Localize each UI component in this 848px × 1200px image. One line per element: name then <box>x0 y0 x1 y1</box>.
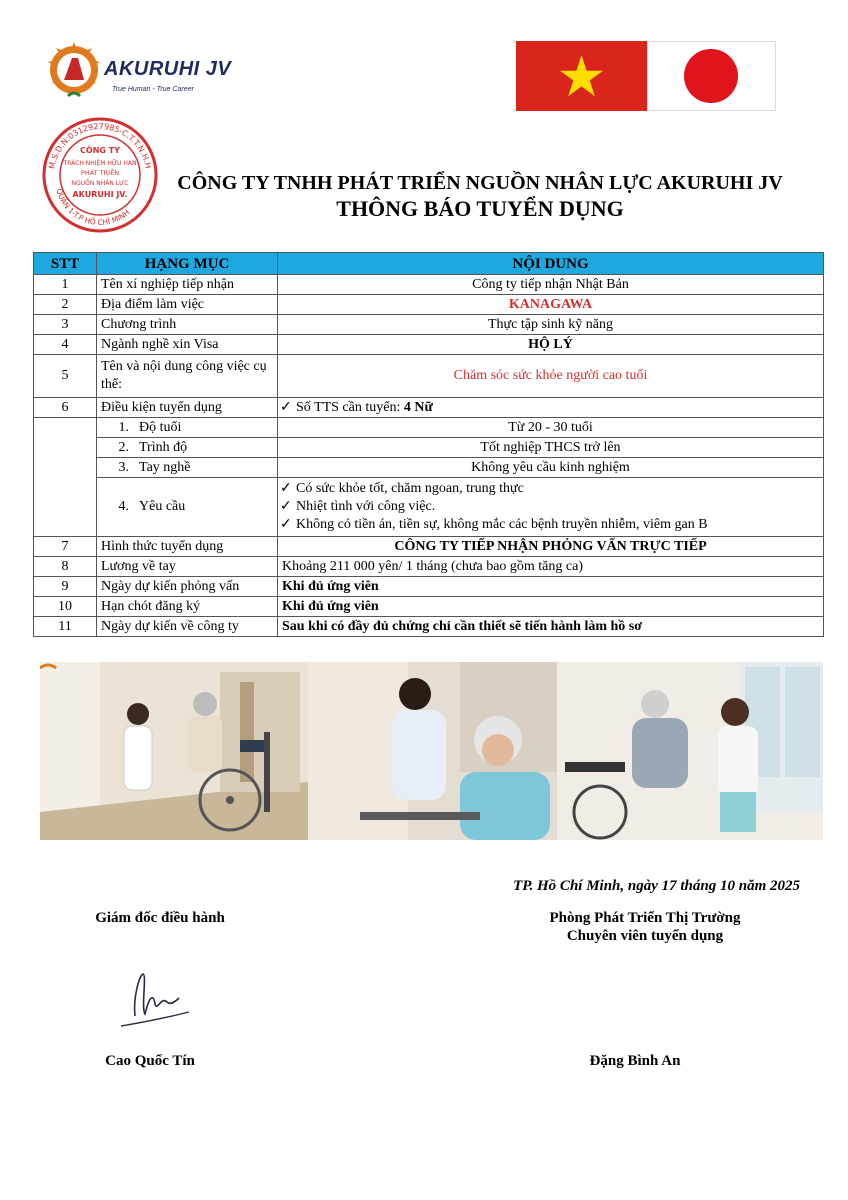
table-row <box>34 295 824 315</box>
photo-nurse-elderly-woman <box>308 662 557 840</box>
trainee-count-value: 4 Nữ <box>403 399 433 415</box>
condition-label: 2. Trình độ <box>97 438 278 458</box>
row-value: CÔNG TY TIẾP NHẬN PHỎNG VẤN TRỰC TIẾP <box>278 537 824 557</box>
row-stt: 6 <box>34 398 97 418</box>
table-row <box>34 597 824 617</box>
condition-value: Từ 20 - 30 tuổi <box>278 418 824 438</box>
svg-text:NGUỒN NHÂN LỰC: NGUỒN NHÂN LỰC <box>71 180 129 187</box>
row-value: Chăm sóc sức khỏe người cao tuổi <box>278 355 824 398</box>
signer-right-title: Chuyên viên tuyển dụng <box>566 928 724 944</box>
row-stt: 8 <box>34 557 97 577</box>
vietnam-flag-icon <box>516 41 647 111</box>
caregiver-photo-strip <box>40 662 823 840</box>
signer-right-name: Đặng Bình An <box>589 1053 681 1069</box>
row-stt: 4 <box>34 335 97 355</box>
trainee-count-label: Số TTS cần tuyển: <box>296 399 404 415</box>
row-label: Ngày dự kiến phỏng vấn <box>97 577 278 597</box>
svg-text:AKURUHI JV.: AKURUHI JV. <box>72 190 128 199</box>
row-stt: 1 <box>34 275 97 295</box>
condition-requirements <box>278 478 824 537</box>
condition-value: Không yêu cầu kinh nghiệm <box>278 458 824 478</box>
photo-caregiver-elderly-man <box>557 662 823 840</box>
company-logo <box>44 40 244 106</box>
svg-text:PHÁT TRIỂN: PHÁT TRIỂN <box>80 169 120 177</box>
row-stt: 5 <box>34 355 97 398</box>
row-label: Tên và nội dung công việc cụ thể: <box>97 355 278 398</box>
row-stt: 9 <box>34 577 97 597</box>
table-row <box>34 355 824 398</box>
signer-right-department: Phòng Phát Triển Thị Trường <box>549 910 741 926</box>
table-row <box>34 398 824 418</box>
row-label: Chương trình <box>97 315 278 335</box>
photo-hallway-wheelchair <box>40 662 308 840</box>
condition-row <box>34 458 824 478</box>
row-stt: 11 <box>34 617 97 637</box>
svg-text:QUẬN 1-T.P HỒ CHÍ MINH: QUẬN 1-T.P HỒ CHÍ MINH <box>54 187 132 228</box>
signer-left-title: Giám đốc điều hành <box>95 910 225 926</box>
row-label: Lương về tay <box>97 557 278 577</box>
check-icon: ✓ <box>280 517 292 532</box>
signer-left-name: Cao Quốc Tín <box>105 1053 195 1069</box>
check-icon: ✓ <box>280 481 292 496</box>
date-place-line: TP. Hồ Chí Minh, ngày 17 tháng 10 năm 2025 <box>513 878 800 894</box>
row-label: Điều kiện tuyển dụng <box>97 398 278 418</box>
condition-label: 3. Tay nghề <box>97 458 278 478</box>
stamp-seal-icon <box>40 115 160 235</box>
requirement-item: ✓ Có sức khỏe tốt, chăm ngoan, trung thực <box>280 481 524 496</box>
row-value: Khi đủ ứng viên <box>278 597 824 617</box>
row-stt: 10 <box>34 597 97 617</box>
company-name: CÔNG TY TNHH PHÁT TRIỂN NGUỒN NHÂN LỰC AKURUHI JV <box>177 172 783 194</box>
condition-row <box>34 478 824 537</box>
row-value: Sau khi có đầy đủ chứng chỉ cần thiết sẽ tiến hành làm hồ sơ <box>278 617 824 637</box>
row-label: Hình thức tuyển dụng <box>97 537 278 557</box>
row-value <box>278 398 824 418</box>
condition-value: Tốt nghiệp THCS trở lên <box>278 438 824 458</box>
row-stt: 7 <box>34 537 97 557</box>
condition-stt-blank <box>34 418 97 537</box>
logo-emblem-icon <box>44 40 110 106</box>
check-icon: ✓ <box>280 399 292 415</box>
table-row <box>34 275 824 295</box>
row-stt: 3 <box>34 315 97 335</box>
row-label: Hạn chót đăng ký <box>97 597 278 617</box>
column-header-content: NỘI DUNG <box>278 253 824 275</box>
row-value: Khoảng 211 000 yên/ 1 tháng (chưa bao gồm tăng ca) <box>278 557 824 577</box>
logo-tagline: True Human - True Career <box>112 86 194 93</box>
requirement-item: ✓ Không có tiền án, tiền sự, không mắc các bệnh truyền nhiễm, viêm gan B <box>280 517 708 532</box>
row-value: Khi đủ ứng viên <box>278 577 824 597</box>
recruitment-table <box>33 252 824 637</box>
svg-text:TRÁCH NHIỆM HỮU HẠN: TRÁCH NHIỆM HỮU HẠN <box>63 160 137 167</box>
row-value: KANAGAWA <box>278 295 824 315</box>
column-header-stt: STT <box>34 253 97 275</box>
table-row <box>34 335 824 355</box>
svg-text:M.S.D.N:0312927985-C.T.T.N.H.H: M.S.D.N:0312927985-C.T.T.N.H.H <box>47 121 153 170</box>
table-header-row <box>34 253 824 275</box>
table-row <box>34 315 824 335</box>
svg-text:CÔNG TY: CÔNG TY <box>80 146 120 155</box>
check-icon: ✓ <box>280 499 292 514</box>
row-label: Tên xí nghiệp tiếp nhận <box>97 275 278 295</box>
row-stt: 2 <box>34 295 97 315</box>
japan-flag-icon <box>647 41 776 111</box>
column-header-category: HẠNG MỤC <box>97 253 278 275</box>
row-label: Địa điểm làm việc <box>97 295 278 315</box>
company-stamp <box>40 115 160 235</box>
table-row <box>34 537 824 557</box>
row-label: Ngành nghề xin Visa <box>97 335 278 355</box>
row-value: Thực tập sinh kỹ năng <box>278 315 824 335</box>
table-row <box>34 617 824 637</box>
requirement-item: ✓ Nhiệt tình với công việc. <box>280 499 436 514</box>
condition-label: 4. Yêu cầu <box>97 478 278 537</box>
row-value: Công ty tiếp nhận Nhật Bản <box>278 275 824 295</box>
table-row <box>34 577 824 597</box>
row-label: Ngày dự kiến về công ty <box>97 617 278 637</box>
row-value: HỘ LÝ <box>278 335 824 355</box>
condition-label: 1. Độ tuổi <box>97 418 278 438</box>
logo-brand-text: AKURUHI JV <box>104 58 232 80</box>
handwritten-signature <box>115 968 195 1032</box>
table-row <box>34 557 824 577</box>
condition-row <box>34 438 824 458</box>
document-title: THÔNG BÁO TUYỂN DỤNG <box>336 196 624 221</box>
condition-row <box>34 418 824 438</box>
